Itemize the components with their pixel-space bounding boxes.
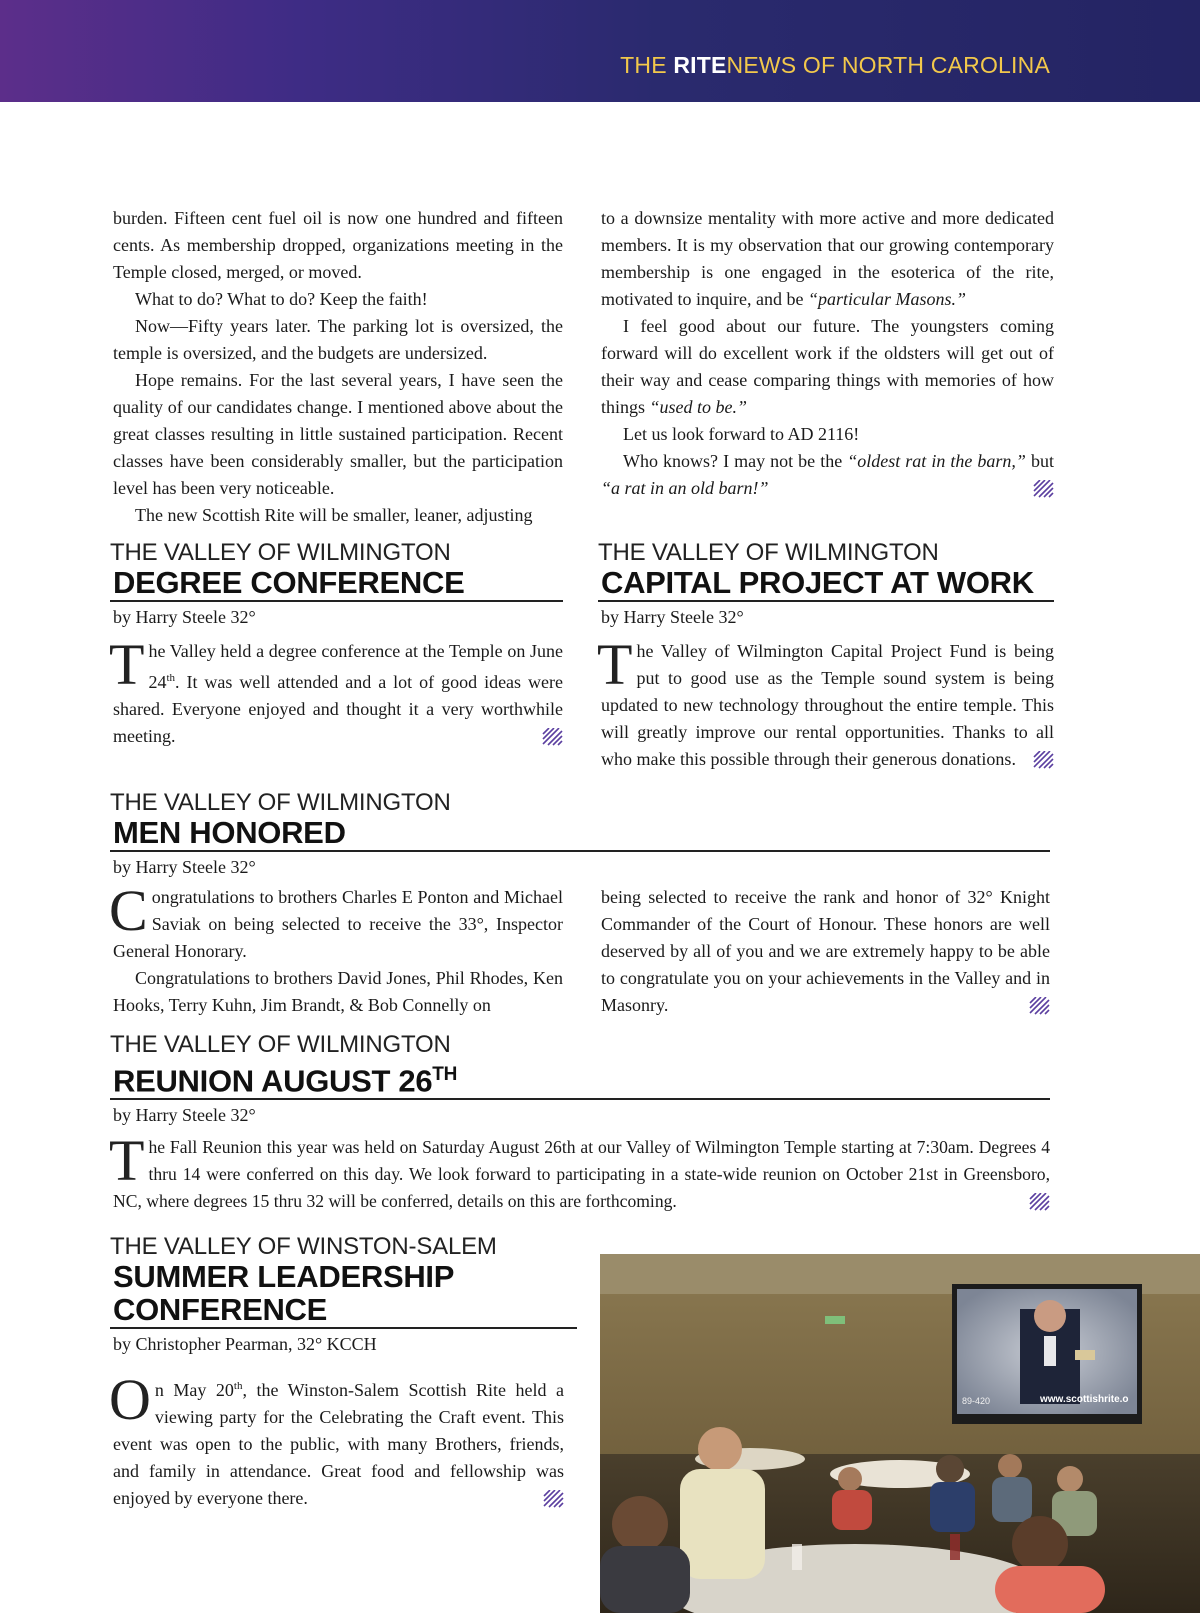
article-body: The Fall Reunion this year was held on Saturday August 26th at our Valley of Wilmington Temple starting at 7:30am. Degrees 4 thru 14 were conferred on this day. We look forward to participating in a state-wide reunion on October 21st in Greensboro, NC, where degrees 15 thru 32 will be conferred, details on this are forthcoming. [109, 1128, 1050, 1212]
title-rule [110, 1327, 577, 1329]
byline: by Harry Steele 32° [601, 607, 744, 627]
men-honored-right-column [601, 884, 1050, 1019]
article-body: The Valley of Wilmington Capital Project Fund is being put to good use as the Temple sound system is being updated to new technology throughout the entire temple. This will greatly improve our rental opportunities. Thanks to all who make this possible through their generous donations. [597, 632, 1054, 769]
title-rule [598, 600, 1054, 602]
men-honored-left-column [109, 878, 563, 1019]
end-mark-icon [542, 1490, 564, 1508]
section-title: MEN HONORED [113, 815, 346, 850]
paragraph: Hope remains. For the last several years, I have seen the quality of our candidates change. I mentioned above about the great classes resulting in little sustained participation. Recent classes have been considerably smaller, but the participation level has been very noticeable. [113, 370, 563, 498]
section-kicker: THE VALLEY OF WILMINGTON [110, 789, 451, 816]
paragraph: The new Scottish Rite will be smaller, leaner, adjusting [135, 505, 533, 525]
masthead-rite: RITE [673, 52, 727, 78]
title-rule [110, 600, 563, 602]
paragraph: Let us look forward to AD 2116! [623, 424, 860, 444]
degree-conference-article [110, 540, 563, 750]
byline: by Harry Steele 32° [113, 607, 256, 627]
paragraph: Congratulations to brothers David Jones, Phil Rhodes, Ken Hooks, Terry Kuhn, Jim Brandt, & Bob Connelly on [113, 968, 563, 1015]
drop-cap: O [109, 1367, 151, 1432]
title-rule [110, 850, 1050, 852]
section-title-line-2: CONFERENCE [113, 1292, 328, 1327]
section-kicker: THE VALLEY OF WILMINGTON [110, 1031, 451, 1058]
section-title: REUNION AUGUST 26TH [113, 1063, 458, 1099]
paragraph: What to do? What to do? Keep the faith! [135, 289, 428, 309]
end-mark-icon [1032, 751, 1054, 769]
reunion-article [110, 1032, 1050, 1215]
article-body: On May 20th, the Winston-Salem Scottish Rite held a viewing party for the Celebrating the Craft event. This event was open to the public, with many Brothers, friends, and family in attendance. Great food and fellowship was enjoyed by everyone there. [109, 1367, 564, 1508]
byline: by Christopher Pearman, 32° KCCH [113, 1334, 377, 1354]
viewing-party-photo [600, 1254, 1200, 1613]
paragraph: being selected to receive the rank and honor of 32° Knight Commander of the Court of Honour. These honors are well deserved by all of you and we are extremely happy to be able to congratulate you on your achievements in the Valley and in Masonry. [601, 887, 1050, 1015]
end-mark-icon [541, 728, 563, 746]
section-kicker: THE VALLEY OF WILMINGTON [110, 539, 451, 566]
drop-cap: T [109, 632, 145, 697]
paragraph: I feel good about our future. The youngsters coming forward will do excellent work if the oldsters will get out of their way and cease comparing things with memories of how things “used to be.” [601, 316, 1054, 417]
section-title: DEGREE CONFERENCE [113, 565, 465, 600]
article-body: The Valley held a degree conference at the Temple on June 24th. It was well attended and a lot of good ideas were shared. Everyone enjoyed and thought it a very worthwhile meeting. [109, 632, 563, 746]
capital-project-article [598, 540, 1054, 773]
section-title: CAPITAL PROJECT AT WORK [601, 565, 1034, 600]
screen-caption-left: 89-420 [962, 1396, 991, 1406]
paragraph: Congratulations to brothers Charles E Ponton and Michael Saviak on being selected to receive the 33°, Inspector General Honorary. [109, 878, 563, 961]
paragraph: Who knows? I may not be the “oldest rat in the barn,” but “a rat in an old barn!” [601, 451, 1054, 498]
byline: by Harry Steele 32° [113, 857, 256, 877]
end-mark-icon [1028, 1193, 1050, 1211]
continued-right-column [601, 205, 1054, 502]
masthead-rest: NEWS OF NORTH CAROLINA [726, 52, 1050, 78]
section-title-line-1: SUMMER LEADERSHIP [113, 1259, 455, 1294]
screen-caption-right: www.scottishrite.o [1040, 1394, 1129, 1405]
drop-cap: C [109, 878, 148, 943]
masthead-the: THE [620, 52, 667, 78]
summer-leadership-article [110, 1234, 577, 1512]
paragraph: to a downsize mentality with more active and more dedicated members. It is my observation that our growing contemporary membership is one engaged in the esoterica of the rite, motivated to inquire, and be “particular Masons.” [601, 208, 1054, 309]
men-honored-article [110, 790, 1050, 880]
section-kicker: THE VALLEY OF WINSTON-SALEM [110, 1233, 497, 1260]
section-kicker: THE VALLEY OF WILMINGTON [598, 539, 939, 566]
paragraph: Now—Fifty years later. The parking lot is oversized, the temple is oversized, and the budgets are undersized. [113, 316, 563, 363]
masthead [620, 52, 1050, 79]
event-photo [600, 1254, 1200, 1613]
drop-cap: T [597, 632, 633, 697]
end-mark-icon [1032, 480, 1054, 498]
continued-left-column [113, 205, 563, 529]
end-mark-icon [1028, 997, 1050, 1015]
header-band [0, 0, 1200, 102]
title-rule [110, 1098, 1050, 1100]
paragraph: burden. Fifteen cent fuel oil is now one hundred and fifteen cents. As membership dropped, organizations meeting in the Temple closed, merged, or moved. [113, 208, 563, 282]
drop-cap: T [109, 1128, 145, 1194]
byline: by Harry Steele 32° [113, 1105, 256, 1126]
